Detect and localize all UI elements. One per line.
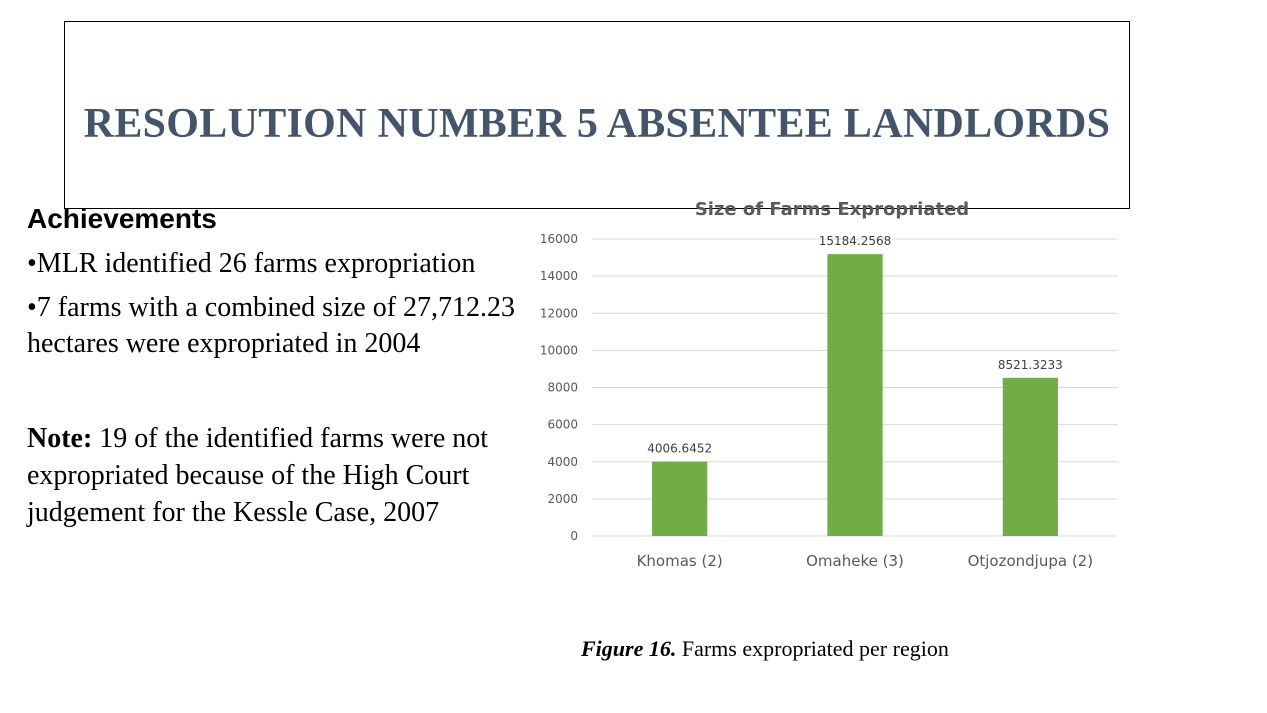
y-tick-label: 6000 [547,417,578,432]
y-tick-label: 4000 [547,454,578,469]
caption-text: Farms expropriated per region [676,636,949,661]
chart-title: Size of Farms Expropriated [694,199,970,220]
y-tick-label: 10000 [539,343,578,358]
y-tick-label: 12000 [539,306,578,321]
y-axis [540,232,578,543]
data-label: 4006.6452 [647,441,713,456]
title-box [64,21,1130,209]
x-tick-label: Omaheke (3) [806,552,904,570]
caption-label: Figure 16. [581,636,677,661]
y-tick-label: 2000 [547,491,578,506]
note-paragraph [27,420,517,531]
bar [827,254,882,536]
achievements-panel [27,202,517,531]
data-label: 15184.2568 [818,234,892,249]
data-label: 8521.3233 [997,357,1063,372]
x-tick-label: Otjozondjupa (2) [967,552,1094,570]
note-label: Note: [27,423,93,454]
bullet-item-1: •MLR identified 26 farms expropriation [27,248,476,279]
y-tick-label: 16000 [539,232,578,246]
slide-title: RESOLUTION NUMBER 5 ABSENTEE LANDLORDS [83,101,1111,147]
figure-caption [581,636,949,662]
y-tick-label: 8000 [547,380,578,395]
y-tick-label: 0 [570,529,578,543]
bullet-item-2: •7 farms with a combined size of 27,712.23 hectares were expropriated in 2004 [27,292,516,359]
x-axis [637,552,1094,570]
bar [652,462,707,536]
bar-chart [520,190,1130,590]
y-tick-label: 14000 [539,269,578,284]
bars [652,254,1058,536]
bar [1003,378,1058,536]
achievements-heading: Achievements [27,203,217,234]
x-tick-label: Khomas (2) [636,552,723,570]
note-text: 19 of the identified farms were not expropriated because of the High Court judgement for the Kessle Case, 2007 [27,423,489,528]
